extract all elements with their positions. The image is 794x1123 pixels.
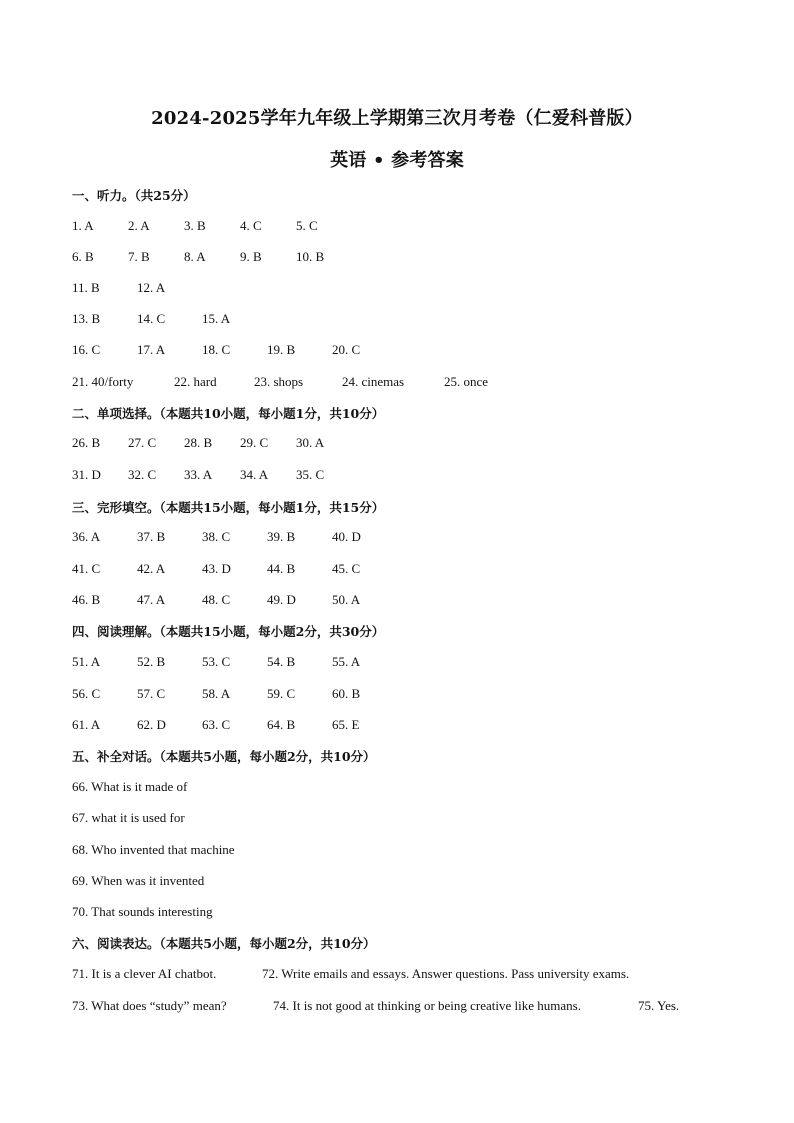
answer-item: 6. B: [72, 249, 94, 264]
answer-item: 8. A: [184, 249, 206, 264]
answer-item: 61. A: [72, 717, 101, 732]
answer-item: 16. C: [72, 342, 101, 357]
answer-item: 28. B: [184, 435, 213, 450]
answer-item: 40. D: [332, 529, 361, 544]
answer-item: 63. C: [202, 717, 231, 732]
answer-item: 13. B: [72, 311, 101, 326]
answer-item: 38. C: [202, 529, 231, 544]
answer-item: 54. B: [267, 654, 296, 669]
answer-item: 22. hard: [174, 374, 217, 389]
answer-item: 68. Who invented that machine: [72, 842, 235, 857]
answer-item: 59. C: [267, 686, 296, 701]
section-heading: 五、补全对话。（本题共5小题，每小题2分，共10分）: [72, 749, 376, 764]
answer-item: 4. C: [240, 218, 262, 233]
answer-item: 49. D: [267, 592, 296, 607]
answer-item: 39. B: [267, 529, 296, 544]
answer-item: 46. B: [72, 592, 101, 607]
answer-item: 7. B: [128, 249, 150, 264]
answer-item: 51. A: [72, 654, 101, 669]
answer-item: 20. C: [332, 342, 361, 357]
answer-item: 26. B: [72, 435, 101, 450]
answer-item: 70. That sounds interesting: [72, 904, 213, 919]
answer-item: 11. B: [72, 280, 100, 295]
answer-item: 19. B: [267, 342, 296, 357]
section-heading: 一、听力。（共25分）: [72, 188, 196, 203]
answer-item: 21. 40/forty: [72, 374, 134, 389]
answer-item: 69. When was it invented: [72, 873, 205, 888]
answer-item: 12. A: [137, 280, 166, 295]
answer-item: 2. A: [128, 218, 150, 233]
answer-item: 66. What is it made of: [72, 779, 188, 794]
answer-item: 55. A: [332, 654, 361, 669]
answer-item: 9. B: [240, 249, 262, 264]
answer-item: 23. shops: [254, 374, 304, 389]
answer-item: 14. C: [137, 311, 166, 326]
section-heading: 三、完形填空。（本题共15小题，每小题1分，共15分）: [72, 500, 385, 515]
answer-item: 36. A: [72, 529, 101, 544]
answer-item: 34. A: [240, 467, 269, 482]
section-heading: 二、单项选择。（本题共10小题，每小题1分，共10分）: [72, 406, 385, 421]
answer-item: 35. C: [296, 467, 325, 482]
answer-item: 74. It is not good at thinking or being creative like humans.: [273, 998, 581, 1013]
answer-item: 71. It is a clever AI chatbot.: [72, 966, 217, 981]
answer-item: 25. once: [444, 374, 489, 389]
answer-item: 18. C: [202, 342, 231, 357]
answer-item: 50. A: [332, 592, 361, 607]
answer-item: 24. cinemas: [342, 374, 405, 389]
answer-item: 65. E: [332, 717, 360, 732]
answer-item: 5. C: [296, 218, 318, 233]
answer-item: 41. C: [72, 561, 101, 576]
answer-item: 1. A: [72, 218, 94, 233]
answer-item: 72. Write emails and essays. Answer questions. Pass university exams.: [262, 966, 630, 981]
answer-item: 58. A: [202, 686, 231, 701]
answer-item: 29. C: [240, 435, 269, 450]
answer-item: 3. B: [184, 218, 206, 233]
answer-item: 44. B: [267, 561, 296, 576]
answer-item: 75. Yes.: [638, 998, 680, 1013]
answer-item: 42. A: [137, 561, 166, 576]
answer-item: 32. C: [128, 467, 157, 482]
answer-item: 62. D: [137, 717, 166, 732]
answer-item: 67. what it is used for: [72, 810, 185, 825]
page-title: 2024-2025学年九年级上学期第三次月考卷（仁爱科普版）: [151, 108, 643, 129]
answer-item: 48. C: [202, 592, 231, 607]
section-heading: 六、阅读表达。（本题共5小题，每小题2分，共10分）: [72, 936, 376, 951]
answer-item: 15. A: [202, 311, 231, 326]
answer-item: 47. A: [137, 592, 166, 607]
answer-item: 17. A: [137, 342, 166, 357]
answer-item: 60. B: [332, 686, 361, 701]
answer-item: 56. C: [72, 686, 101, 701]
answer-item: 52. B: [137, 654, 166, 669]
answer-item: 43. D: [202, 561, 231, 576]
page-subtitle: 英语 • 参考答案: [330, 150, 464, 171]
section-heading: 四、阅读理解。（本题共15小题，每小题2分，共30分）: [72, 624, 385, 639]
answer-item: 73. What does “study” mean?: [72, 998, 227, 1013]
answer-item: 30. A: [296, 435, 325, 450]
answer-item: 57. C: [137, 686, 166, 701]
answer-item: 53. C: [202, 654, 231, 669]
answer-item: 45. C: [332, 561, 361, 576]
answer-item: 27. C: [128, 435, 157, 450]
answer-item: 10. B: [296, 249, 325, 264]
answer-item: 64. B: [267, 717, 296, 732]
answer-item: 37. B: [137, 529, 166, 544]
answer-item: 33. A: [184, 467, 213, 482]
answer-item: 31. D: [72, 467, 101, 482]
